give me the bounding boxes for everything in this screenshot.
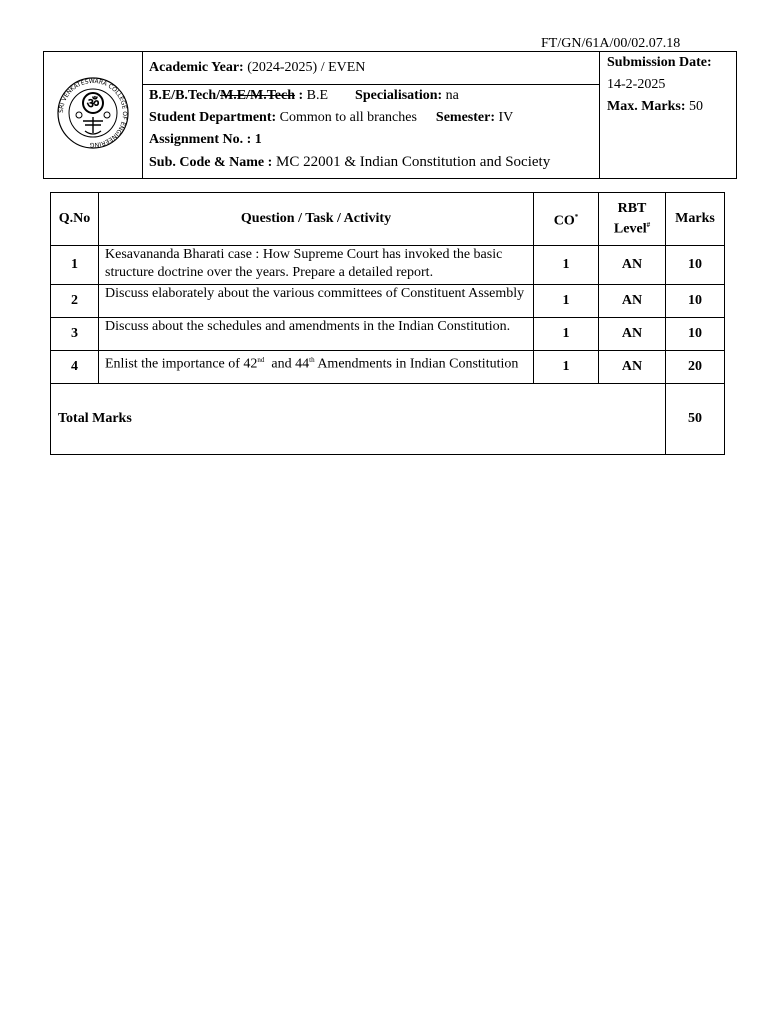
submission-date-label: Submission Date: (607, 55, 712, 70)
semester-value: IV (498, 110, 514, 125)
row-qno: 3 (51, 318, 99, 351)
submission-date-value: 14-2-2025 (607, 77, 666, 92)
academic-year-row (143, 52, 599, 85)
row-marks: 10 (666, 285, 725, 318)
table-row (51, 351, 725, 384)
co-header: CO* (534, 193, 599, 246)
total-row (51, 384, 725, 455)
row-co: 1 (534, 246, 599, 285)
specialisation-label: Specialisation: (355, 88, 443, 103)
college-logo-cell (44, 52, 143, 179)
assignment-label: Assignment No. : (149, 132, 252, 147)
row-qno: 2 (51, 285, 99, 318)
department-row (143, 107, 599, 129)
assignment-header (43, 51, 737, 179)
submission-info-cell (600, 52, 737, 179)
row-question: Enlist the importance of 42nd and 44th Amendments in Indian Constitution (99, 351, 534, 384)
specialisation-value: na (445, 88, 459, 103)
subject-row (143, 151, 599, 173)
subject-label: Sub. Code & Name : (149, 155, 273, 170)
assignment-row (143, 129, 599, 151)
total-marks-label: Total Marks (51, 384, 666, 455)
row-co: 1 (534, 285, 599, 318)
row-qno: 4 (51, 351, 99, 384)
department-value: Common to all branches (279, 110, 417, 125)
academic-year-label: Academic Year: (149, 60, 244, 75)
row-question: Discuss about the schedules and amendments in the Indian Constitution. (99, 318, 534, 351)
document-code: FT/GN/61A/00/02.07.18 (541, 36, 681, 51)
table-header-row (51, 193, 725, 246)
qno-header: Q.No (51, 193, 99, 246)
max-marks-label: Max. Marks: (607, 99, 686, 114)
row-marks: 10 (666, 246, 725, 285)
degree-row (143, 85, 599, 107)
marks-header: Marks (666, 193, 725, 246)
row-marks: 20 (666, 351, 725, 384)
semester-label: Semester: (435, 110, 495, 125)
college-logo-icon (55, 77, 131, 149)
assignment-value: 1 (254, 132, 262, 147)
question-header: Question / Task / Activity (99, 193, 534, 246)
svg-text:SRI VENKATESWARA COLLEGE OF EN: SRI VENKATESWARA COLLEGE OF ENGINEERING (57, 77, 129, 148)
rbt-level-header: RBT Level# (599, 193, 666, 246)
table-row (51, 285, 725, 318)
degree-label-struck: M.E/M.Tech (220, 88, 295, 103)
degree-value: B.E (306, 88, 329, 103)
row-co: 1 (534, 318, 599, 351)
max-marks-value: 50 (689, 99, 704, 114)
row-rbt: AN (599, 246, 666, 285)
row-question: Discuss elaborately about the various committees of Constituent Assembly (99, 285, 534, 318)
row-rbt: AN (599, 318, 666, 351)
row-marks: 10 (666, 318, 725, 351)
degree-label: B.E/B.Tech/ (149, 88, 221, 103)
questions-table (50, 192, 725, 455)
row-co: 1 (534, 351, 599, 384)
degree-label-colon: : (294, 88, 304, 103)
academic-year-value: (2024-2025) / EVEN (247, 60, 366, 75)
row-rbt: AN (599, 285, 666, 318)
row-question: Kesavananda Bharati case : How Supreme Court has invoked the basic structure doctrine over the years. Prepare a detailed report. (99, 246, 534, 285)
svg-text:ॐ: ॐ (86, 95, 100, 112)
row-qno: 1 (51, 246, 99, 285)
department-label: Student Department: (149, 110, 277, 125)
table-row (51, 246, 725, 285)
total-marks-value: 50 (666, 384, 725, 455)
row-rbt: AN (599, 351, 666, 384)
subject-value: MC 22001 & Indian Constitution and Society (276, 154, 551, 170)
table-row (51, 318, 725, 351)
assignment-info-cell (143, 52, 600, 179)
